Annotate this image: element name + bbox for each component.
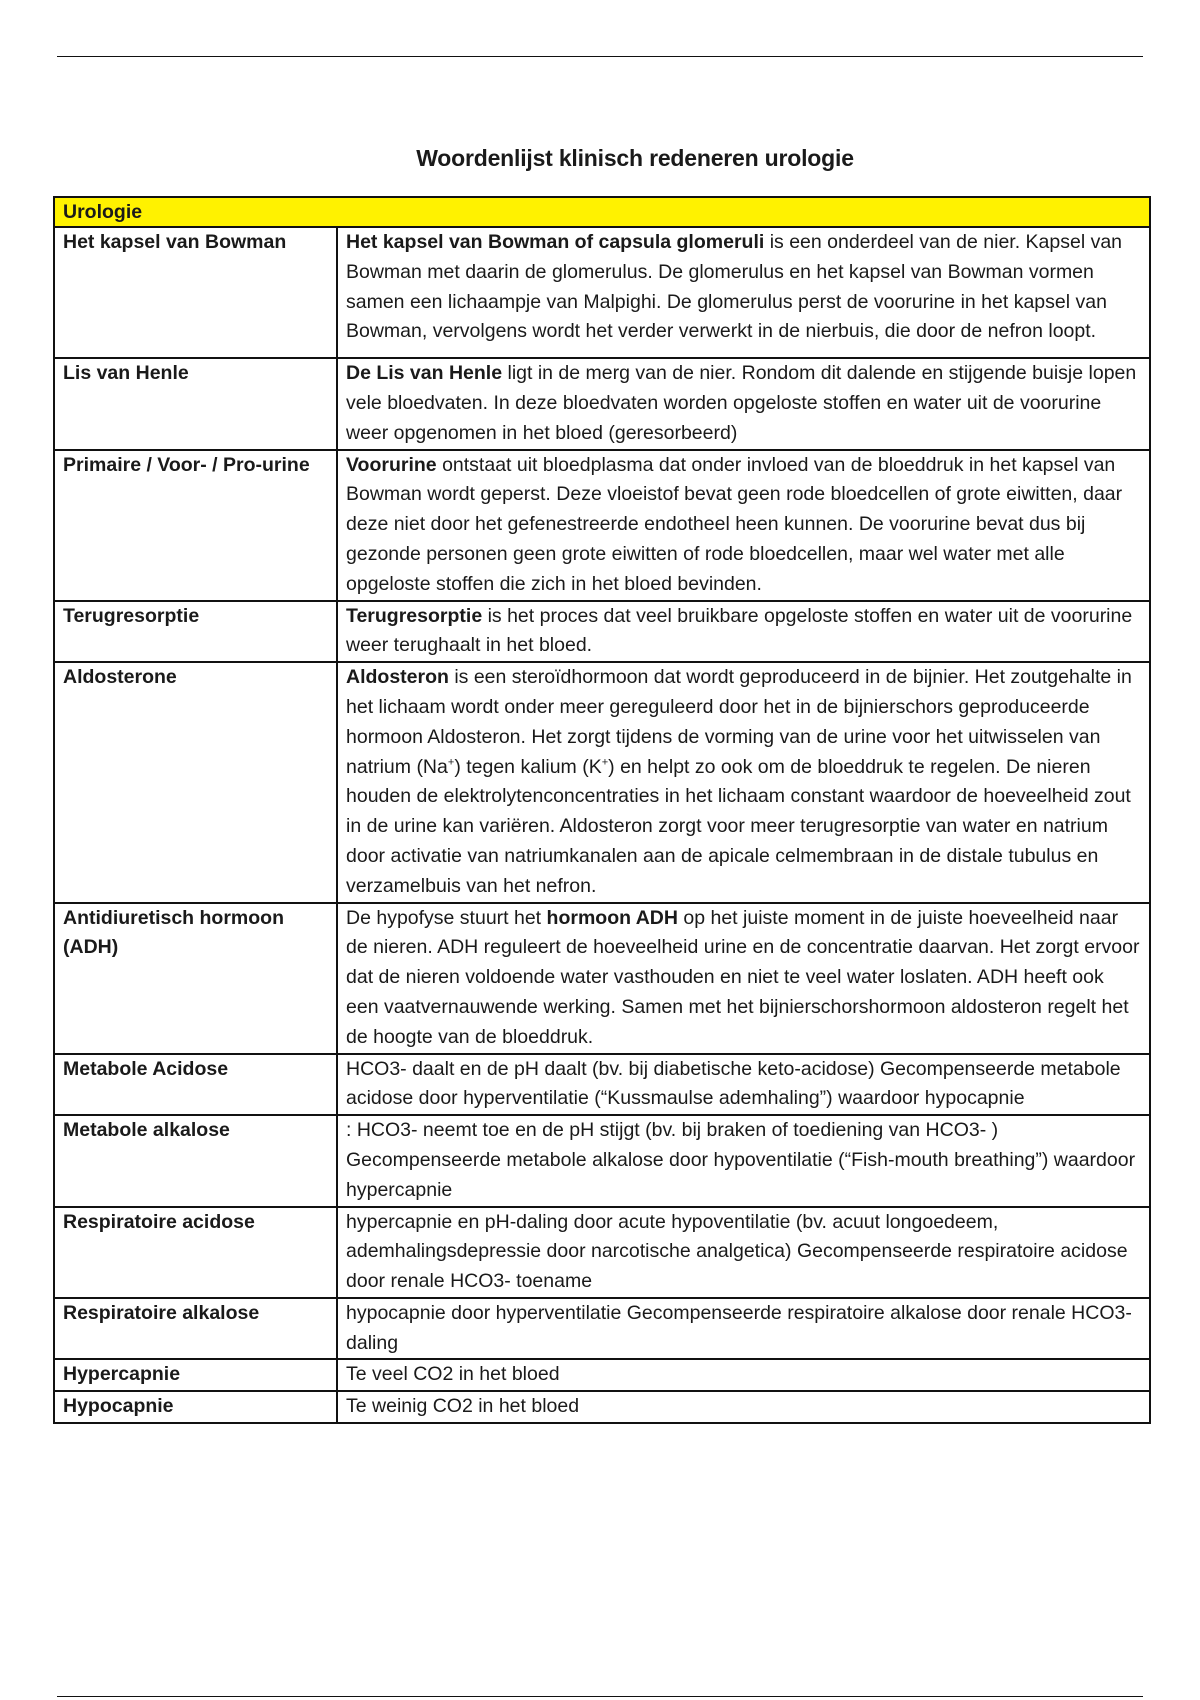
definition-bold: De Lis van Henle bbox=[346, 362, 503, 385]
definition-bold: Het kapsel van Bowman of capsula glomeruli bbox=[346, 231, 765, 253]
term-cell: Primaire / Voor- / Pro-urine bbox=[54, 450, 337, 601]
term-cell: Respiratoire acidose bbox=[54, 1207, 337, 1298]
term-cell: Respiratoire alkalose bbox=[54, 1298, 337, 1360]
definition-cell: Te veel CO2 in het bloed bbox=[337, 1359, 1150, 1391]
term-cell: Metabole Acidose bbox=[54, 1054, 337, 1116]
table-row bbox=[54, 1298, 1150, 1360]
term-cell: Aldosterone bbox=[54, 662, 337, 902]
definition-cell: : HCO3- neemt toe en de pH stijgt (bv. bij braken of toediening van HCO3- ) Gecompenseerde metabole alkalose door hypoventilatie (“Fish-mouth breathing”) waardoor hypercapnie bbox=[337, 1115, 1150, 1206]
definition-cell bbox=[337, 601, 1150, 663]
table-row bbox=[54, 1207, 1150, 1298]
definition-text: is een onderdeel van de nier. Kapsel van Bowman met daarin de glomerulus. De glomerulus en het kapsel van Bowman vormen samen een lichaampje van Malpighi. De glomerulus perst de voorurine in het kapsel van Bowman, vervolgens wordt het verder verwerkt in de nierbuis, die door de nefron loopt. bbox=[346, 231, 1123, 343]
definition-cell: hypercapnie en pH-daling door acute hypoventilatie (bv. acuut longoedeem, ademhalingsdepressie door narcotische analgetica) Gecompenseerde respiratoire acidose door renale HCO3- toename bbox=[337, 1207, 1150, 1298]
document-title: Woordenlijst klinisch redeneren urologie bbox=[416, 145, 854, 171]
term-cell: Metabole alkalose bbox=[54, 1115, 337, 1206]
definition-cell bbox=[337, 227, 1150, 358]
term-cell: Antidiuretisch hormoon (ADH) bbox=[54, 903, 337, 1054]
table-row bbox=[54, 903, 1150, 1054]
definition-text: ontstaat uit bloedplasma dat onder invloed van de bloeddruk in het kapsel van Bowman wordt geperst. Deze vloeistof bevat geen rode bloedcellen of grote eiwitten, daar deze niet door het gefenestreerde endotheel heen kunnen. De voorurine bevat dus bij gezonde personen geen grote eiwitten of rode bloedcellen, maar wel water met alle opgeloste stoffen die zich in het bloed bevinden. bbox=[346, 453, 1123, 595]
header-rule bbox=[57, 56, 1143, 57]
definition-bold: Aldosteron bbox=[346, 666, 449, 689]
table-row bbox=[54, 1391, 1150, 1423]
definition-cell bbox=[337, 358, 1150, 449]
definition-cell bbox=[337, 662, 1150, 902]
definition-cell bbox=[337, 903, 1150, 1054]
definition-text: op het juiste moment in de juiste hoeveelheid naar de nieren. ADH reguleert de hoeveelheid urine en de concentratie daarvan. Het zorgt ervoor dat de nieren voldoende water vasthouden en niet te veel water loslaten. ADH heeft ook een vaatvernauwende werking. Samen met het bijnierschorshormoon aldosteron regelt het de hoogte van de bloeddruk. bbox=[346, 906, 1140, 1048]
table-row bbox=[54, 1115, 1150, 1206]
footer-rule bbox=[57, 1696, 1143, 1697]
table-row bbox=[54, 450, 1150, 601]
definition-bold: Voorurine bbox=[346, 453, 437, 476]
term-cell: Lis van Henle bbox=[54, 358, 337, 449]
section-header: Urologie bbox=[54, 197, 1150, 227]
superscript-plus: + bbox=[447, 756, 455, 769]
definition-cell: hypocapnie door hyperventilatie Gecompenseerde respiratoire alkalose door renale HCO3- daling bbox=[337, 1298, 1150, 1360]
definition-text: De hypofyse stuurt het bbox=[346, 906, 547, 929]
definition-bold: Terugresorptie bbox=[346, 604, 483, 627]
table-row bbox=[54, 358, 1150, 449]
definition-cell: HCO3- daalt en de pH daalt (bv. bij diabetische keto-acidose) Gecompenseerde metabole acidose door hyperventilatie (“Kussmaulse ademhaling”) waardoor hypocapnie bbox=[337, 1054, 1150, 1116]
glossary-table bbox=[53, 196, 1151, 1424]
section-header-row bbox=[54, 197, 1150, 227]
definition-cell bbox=[337, 450, 1150, 601]
definition-text: ) tegen kalium (K bbox=[454, 755, 602, 778]
definition-text: is een steroïdhormoon dat wordt geproduceerd in de bijnier. Het zoutgehalte in het lichaam wordt onder meer gereguleerd door het in de bijnierschors geproduceerde hormoon Aldosteron. Het zorgt tijdens de vorming van de urine voor het uitwisselen van natrium (Na bbox=[346, 666, 1132, 778]
table-row bbox=[54, 662, 1150, 902]
table-row bbox=[54, 227, 1150, 358]
definition-text: ) en helpt zo ook om de bloeddruk te regelen. De nieren houden de elektrolytenconcentraties in het lichaam constant waardoor de hoeveelheid zout in de urine kan variëren. Aldosteron zorgt voor meer terugresorptie van water en natrium door activatie van natriumkanalen aan de apicale celmembraan in de distale tubulus en verzamelbuis van het nefron. bbox=[346, 755, 1131, 897]
term-cell: Het kapsel van Bowman bbox=[54, 227, 337, 358]
definition-cell: Te weinig CO2 in het bloed bbox=[337, 1391, 1150, 1423]
superscript-plus: + bbox=[601, 756, 609, 769]
table-row bbox=[54, 1359, 1150, 1391]
definition-text: is het proces dat veel bruikbare opgeloste stoffen en water uit de voorurine weer terughaalt in het bloed. bbox=[346, 604, 1133, 657]
table-row bbox=[54, 1054, 1150, 1116]
definition-text: ligt in de merg van de nier. Rondom dit dalende en stijgende buisje lopen vele bloedvaten. In deze bloedvaten worden opgeloste stoffen en water uit de voorurine weer opgenomen in het bloed (geresorbeerd) bbox=[346, 362, 1137, 444]
definition-bold: hormoon ADH bbox=[546, 906, 678, 929]
term-cell: Terugresorptie bbox=[54, 601, 337, 663]
table-row bbox=[54, 601, 1150, 663]
term-cell: Hypercapnie bbox=[54, 1359, 337, 1391]
term-cell: Hypocapnie bbox=[54, 1391, 337, 1423]
